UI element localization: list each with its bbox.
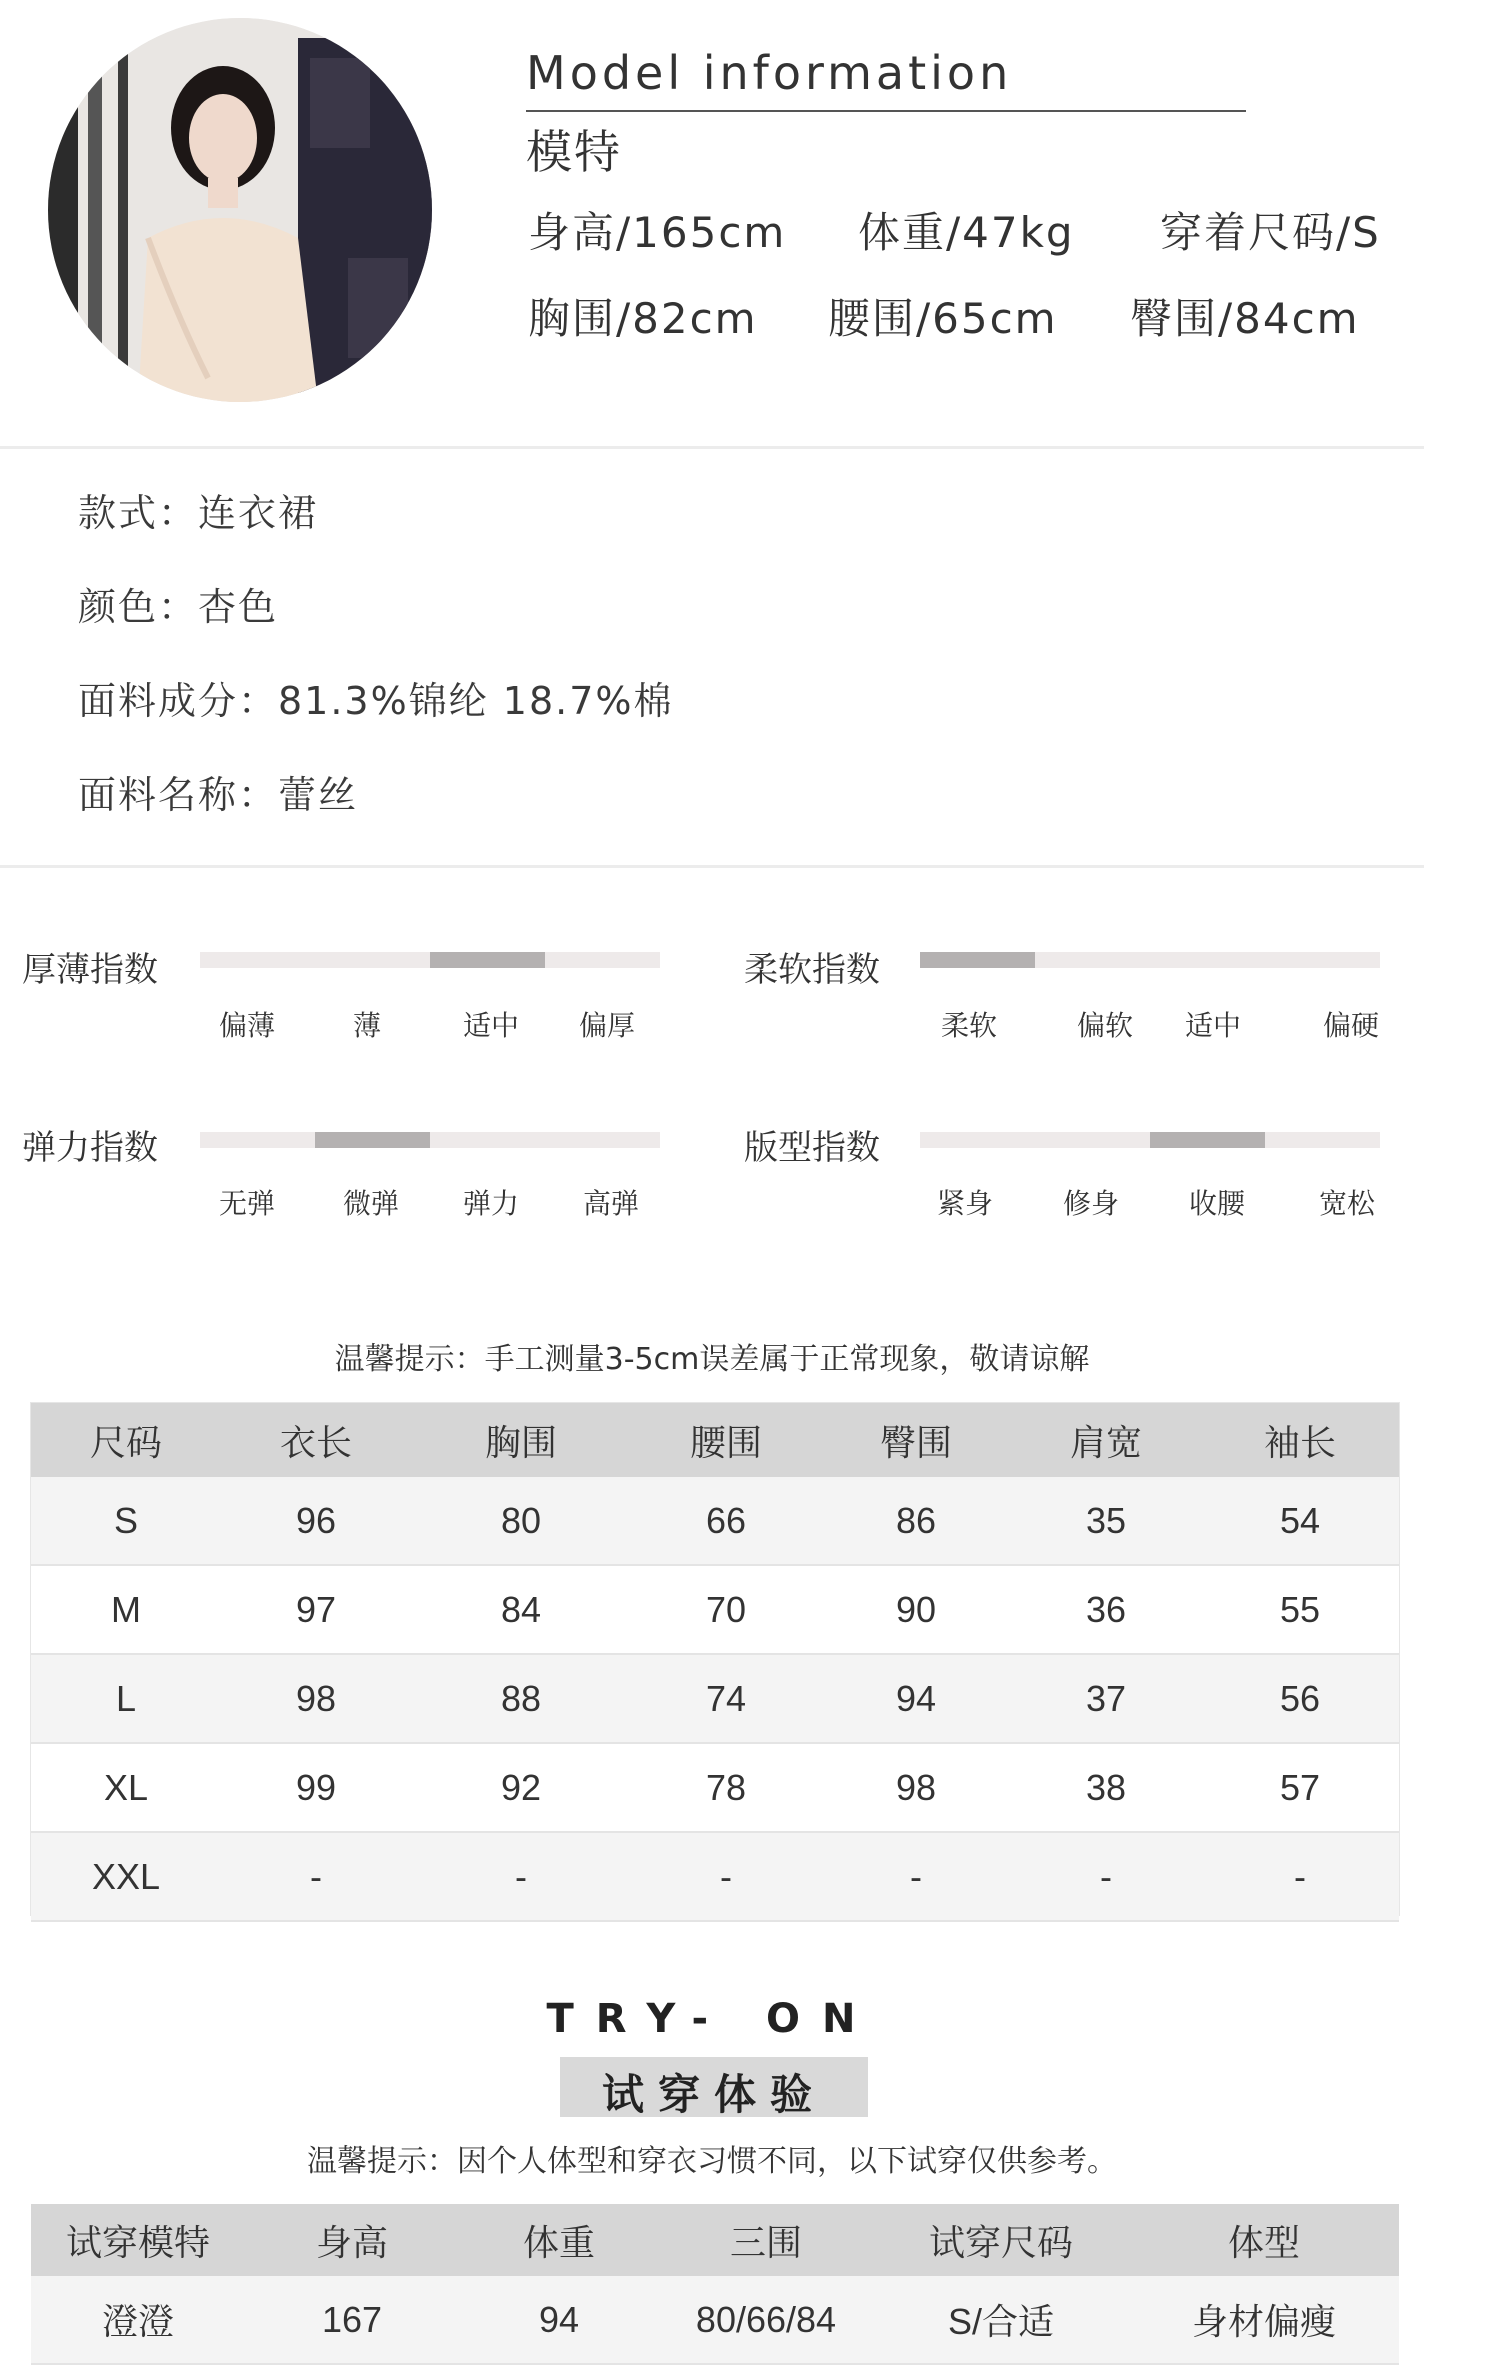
table-cell: - — [1201, 1832, 1399, 1921]
table-cell: S — [31, 1477, 221, 1565]
size-table-header — [31, 1403, 1399, 1477]
table-cell: M — [31, 1565, 221, 1654]
table-cell: 92 — [411, 1743, 631, 1832]
column-header: 衣长 — [221, 1403, 411, 1477]
model-portrait-image — [48, 18, 432, 402]
tryon-title-cn: 试穿体验 — [601, 2070, 826, 2119]
index-option: 收腰 — [1188, 1187, 1245, 1220]
section-divider — [0, 865, 1424, 868]
table-cell: 55 — [1201, 1565, 1399, 1654]
index-label-thickness: 厚薄指数 — [22, 950, 158, 990]
fabric-name: 面料名称：蕾丝 — [78, 773, 359, 817]
tryon-table-header — [31, 2204, 1399, 2276]
table-cell: 97 — [221, 1565, 411, 1654]
table-cell: 96 — [221, 1477, 411, 1565]
table-row — [31, 1565, 1399, 1654]
index-marker-thickness — [430, 952, 545, 968]
table-cell: 94 — [821, 1654, 1011, 1743]
index-option: 偏厚 — [578, 1009, 635, 1042]
table-cell: 80 — [411, 1477, 631, 1565]
table-cell: 94 — [459, 2276, 659, 2364]
index-track-fit — [920, 1132, 1380, 1148]
column-header: 尺码 — [31, 1403, 221, 1477]
column-header: 身高 — [245, 2204, 459, 2276]
column-header: 胸围 — [411, 1403, 631, 1477]
table-cell: 70 — [631, 1565, 821, 1654]
column-header: 臀围 — [821, 1403, 1011, 1477]
column-header: 试穿尺码 — [873, 2204, 1129, 2276]
column-header: 腰围 — [631, 1403, 821, 1477]
index-marker-fit — [1150, 1132, 1265, 1148]
column-header: 试穿模特 — [31, 2204, 245, 2276]
table-cell: 98 — [221, 1654, 411, 1743]
table-cell: - — [821, 1832, 1011, 1921]
index-label-softness: 柔软指数 — [744, 950, 880, 990]
table-cell: 80/66/84 — [659, 2276, 873, 2364]
table-cell: 88 — [411, 1654, 631, 1743]
table-cell: 36 — [1011, 1565, 1201, 1654]
style-info: 款式：连衣裙 — [78, 491, 319, 535]
table-cell: 澄澄 — [31, 2276, 245, 2364]
table-cell: 56 — [1201, 1654, 1399, 1743]
table-row — [31, 1832, 1399, 1921]
table-cell: - — [221, 1832, 411, 1921]
tryon-tip: 温馨提示：因个人体型和穿衣习惯不同，以下试穿仅供参考。 — [307, 2144, 1117, 2179]
index-option: 薄 — [352, 1009, 381, 1042]
table-cell: 38 — [1011, 1743, 1201, 1832]
model-waist: 腰围/65cm — [828, 294, 1058, 343]
model-info-subtitle: 模特 — [526, 125, 622, 179]
fabric-composition: 面料成分：81.3%锦纶 18.7%棉 — [78, 679, 674, 723]
table-cell: - — [631, 1832, 821, 1921]
index-option: 宽松 — [1318, 1187, 1375, 1220]
section-divider — [0, 446, 1424, 449]
index-option: 适中 — [462, 1009, 519, 1042]
table-cell: - — [1011, 1832, 1201, 1921]
index-marker-softness — [920, 952, 1035, 968]
model-info-title: Model information — [526, 46, 1013, 100]
index-option: 无弹 — [218, 1187, 275, 1220]
table-cell: 84 — [411, 1565, 631, 1654]
index-track-elasticity — [200, 1132, 660, 1148]
index-option: 微弹 — [342, 1187, 399, 1220]
index-option: 偏薄 — [218, 1009, 275, 1042]
table-cell: S/合适 — [873, 2276, 1129, 2364]
model-size: 穿着尺码/S — [1160, 208, 1381, 257]
table-cell: L — [31, 1654, 221, 1743]
size-table — [31, 1403, 1399, 1922]
table-cell: 57 — [1201, 1743, 1399, 1832]
column-header: 体型 — [1129, 2204, 1399, 2276]
table-cell: 98 — [821, 1743, 1011, 1832]
table-cell: 37 — [1011, 1654, 1201, 1743]
table-cell: 90 — [821, 1565, 1011, 1654]
index-option: 紧身 — [936, 1187, 993, 1220]
table-row — [31, 1743, 1399, 1832]
column-header: 三围 — [659, 2204, 873, 2276]
index-marker-elasticity — [315, 1132, 430, 1148]
table-cell: 54 — [1201, 1477, 1399, 1565]
index-option: 偏硬 — [1322, 1009, 1379, 1042]
index-label-fit: 版型指数 — [744, 1128, 880, 1168]
table-cell: 66 — [631, 1477, 821, 1565]
column-header: 肩宽 — [1011, 1403, 1201, 1477]
tryon-title-en: TRY- ON — [546, 1996, 878, 2042]
table-row — [31, 2276, 1399, 2364]
index-label-elasticity: 弹力指数 — [22, 1128, 158, 1168]
table-cell: 74 — [631, 1654, 821, 1743]
model-height: 身高/165cm — [528, 208, 787, 257]
table-row — [31, 1477, 1399, 1565]
table-cell: 167 — [245, 2276, 459, 2364]
table-row — [31, 1654, 1399, 1743]
color-info: 颜色：杏色 — [78, 585, 279, 629]
table-cell: 35 — [1011, 1477, 1201, 1565]
model-weight: 体重/47kg — [858, 208, 1075, 257]
table-cell: 99 — [221, 1743, 411, 1832]
index-option: 修身 — [1062, 1187, 1119, 1220]
model-photo — [48, 18, 432, 402]
index-option: 偏软 — [1076, 1009, 1133, 1042]
table-cell: 78 — [631, 1743, 821, 1832]
column-header: 袖长 — [1201, 1403, 1399, 1477]
index-track-thickness — [200, 952, 660, 968]
column-header: 体重 — [459, 2204, 659, 2276]
table-cell: 86 — [821, 1477, 1011, 1565]
index-option: 高弹 — [582, 1187, 639, 1220]
measurement-tip: 温馨提示：手工测量3-5cm误差属于正常现象，敬请谅解 — [334, 1342, 1090, 1377]
table-cell: XXL — [31, 1832, 221, 1921]
model-hip: 臀围/84cm — [1130, 294, 1360, 343]
tryon-table — [31, 2204, 1399, 2365]
model-bust: 胸围/82cm — [528, 294, 758, 343]
table-cell: 身材偏瘦 — [1129, 2276, 1399, 2364]
index-option: 弹力 — [462, 1187, 519, 1220]
index-option: 适中 — [1184, 1009, 1241, 1042]
table-cell: - — [411, 1832, 631, 1921]
title-underline — [526, 110, 1246, 112]
index-track-softness — [920, 952, 1380, 968]
index-option: 柔软 — [940, 1009, 997, 1042]
table-cell: XL — [31, 1743, 221, 1832]
